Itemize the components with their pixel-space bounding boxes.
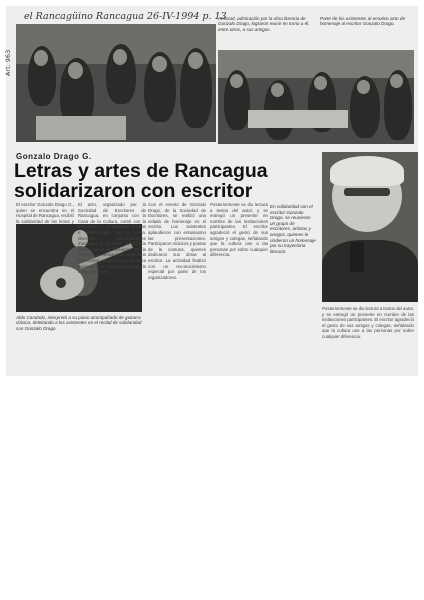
column-4-text: Posteriormente se dio lectura a textos del autor, y se entregó un presente en nombre de las instituciones participantes. El escritor agradeció el gesto de sus amigos y colegas, señalando que la cultura une a las personas por sobre cualquier diferencia. <box>210 202 268 258</box>
column-1-text: El escritor Gonzalo Drago G., quien se encuentra en el Hospital de Rancagua, recibió la solidaridad de las letras y <box>16 202 74 224</box>
newspaper-clipping <box>6 6 418 376</box>
photo-writer-portrait <box>322 152 418 302</box>
photo-audience-right <box>218 50 414 144</box>
headline-line-2: solidarizaron con escritor <box>14 180 253 202</box>
handwritten-archive-code: Art. 963 <box>4 49 12 76</box>
handwritten-source-note: el Rancagüino Rancagua 26-IV-1994 p. 13 <box>24 11 227 22</box>
headline <box>14 161 314 201</box>
caption-top-right: Parte de los asistentes al emotivo acto de homenaje al escritor Gonzalo Drago. <box>320 16 406 27</box>
column-3 <box>148 202 206 283</box>
column-3-text: Con el evento de Gonzalo Drago, de la Sociedad de Escritores, se realizó una velada de homenaje en el recinto. Los asistentes aplaudieron con entusiasmo las presentaciones. Participaron músicos y poetas de la comuna, quienes dedicaron sus obras al escritor. La actividad finalizó con un reconocimiento especial por parte de los organizadores. <box>148 202 206 280</box>
column-5 <box>322 306 414 343</box>
caption-guitarist: Aldo Candado, interpretó a su piano acompañado de guitarra clásica, deleitando a los asistentes en el recital de solidaridad con Gonzalo Drago. <box>16 315 142 331</box>
caption-top-middle: Amistad, admiración por la obra literaria de Gonzalo Drago, lograron reunir en torno a él, entre otros, a sus amigos. <box>218 16 310 32</box>
column-4 <box>210 202 268 261</box>
column-2-text: El acto, organizado por la Sociedad de Escritores de Rancagua, en conjunto con la Casa de la Cultura, contó con la presencia de autoridades, artistas e intelectuales de la zona. Diversas presentaciones musicales y lecturas de poesía dieron marco al encuentro. En la ocasión se destacó la trayectoria del escritor, su aporte a la literatura nacional y su compromiso con la cultura regional. <box>78 202 146 275</box>
headline-line-1: Letras y artes de Rancagua <box>14 160 268 182</box>
photo-audience-left <box>16 24 216 142</box>
sidebar-quote: En solidaridad con el escritor Gonzalo Drago, se reunieron un grupo de escritores, artistas y amigos, quienes le rindieron un homenaje por su trayectoria literaria. <box>270 204 316 254</box>
column-5-text: Posteriormente se dio lectura a textos del autor, y se entregó un presente en nombre de las instituciones participantes. El escritor agradeció el gesto de sus amigos y colegas, señalando que la cultura une a las personas por sobre cualquier diferencia. <box>322 306 414 339</box>
byline: Gonzalo Drago G. <box>16 152 92 161</box>
column-2 <box>78 202 146 278</box>
